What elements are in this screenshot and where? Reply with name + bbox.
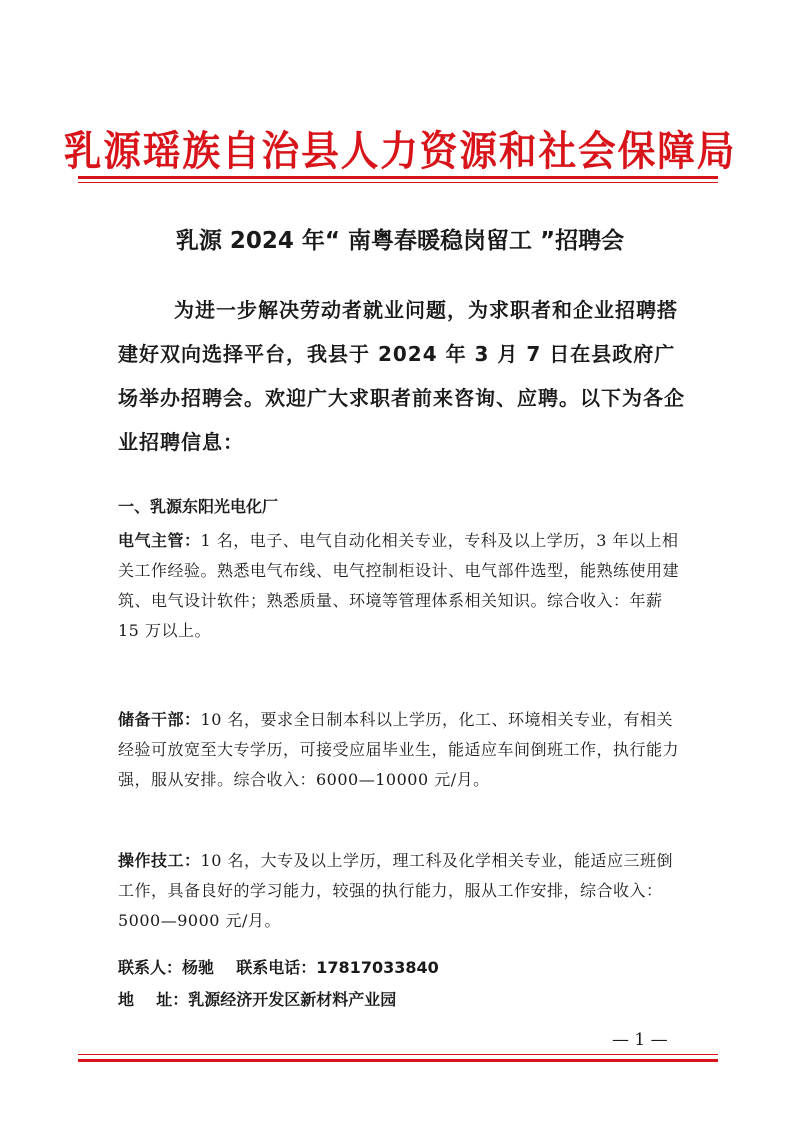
position-electrical-supervisor (118, 526, 688, 646)
footer-rule-thick (78, 1059, 718, 1062)
position-label: 电气主管： (118, 531, 201, 550)
organization-header: 乳源瑶族自治县人力资源和社会保障局 (63, 127, 737, 175)
page-number: — 1 — (612, 1030, 668, 1050)
position-description: 10 名，大专及以上学历，理工科及化学相关专业，能适应三班倒工作，具备良好的学习能力，较强的执行能力，服从工作安排，综合收入：5000—9000 元/月。 (118, 851, 673, 930)
position-description: 10 名，要求全日制本科以上学历，化工、环境相关专业，有相关经验可放宽至大专学历，可接受应届毕业生，能适应车间倒班工作，执行能力强，服从安排。综合收入：6000—10000 元/月。 (118, 710, 680, 789)
position-reserve-cadre (118, 705, 688, 795)
header-rule-thick (78, 176, 718, 179)
position-label: 储备干部： (118, 710, 201, 729)
contact-line: 联系人：杨驰 联系电话：17817033840 (118, 958, 439, 977)
intro-paragraph: 为进一步解决劳动者就业问题，为求职者和企业招聘搭建好双向选择平台，我县于 2024 年 3 月 7 日在县政府广场举办招聘会。欢迎广大求职者前来咨询、应聘。以下为各企业招聘信息： (118, 298, 685, 454)
address-line: 地 址：乳源经济开发区新材料产业园 (118, 990, 397, 1009)
header-rule-thin (78, 182, 718, 183)
footer-rule-thin (78, 1054, 718, 1055)
position-description: 1 名，电子、电气自动化相关专业，专科及以上学历，3 年以上相关工作经验。熟悉电气布线、电气控制柜设计、电气部件选型，能熟练使用建筑、电气设计软件；熟悉质量、环境等管理体系相关知识。综合收入：年薪 15 万以上。 (118, 531, 680, 640)
position-operator (118, 846, 688, 936)
company-heading: 一、乳源东阳光电化厂 (118, 497, 279, 516)
document-title: 乳源 2024 年“ 南粤春暖稳岗留工 ”招聘会 (175, 228, 625, 254)
position-label: 操作技工： (118, 851, 201, 870)
